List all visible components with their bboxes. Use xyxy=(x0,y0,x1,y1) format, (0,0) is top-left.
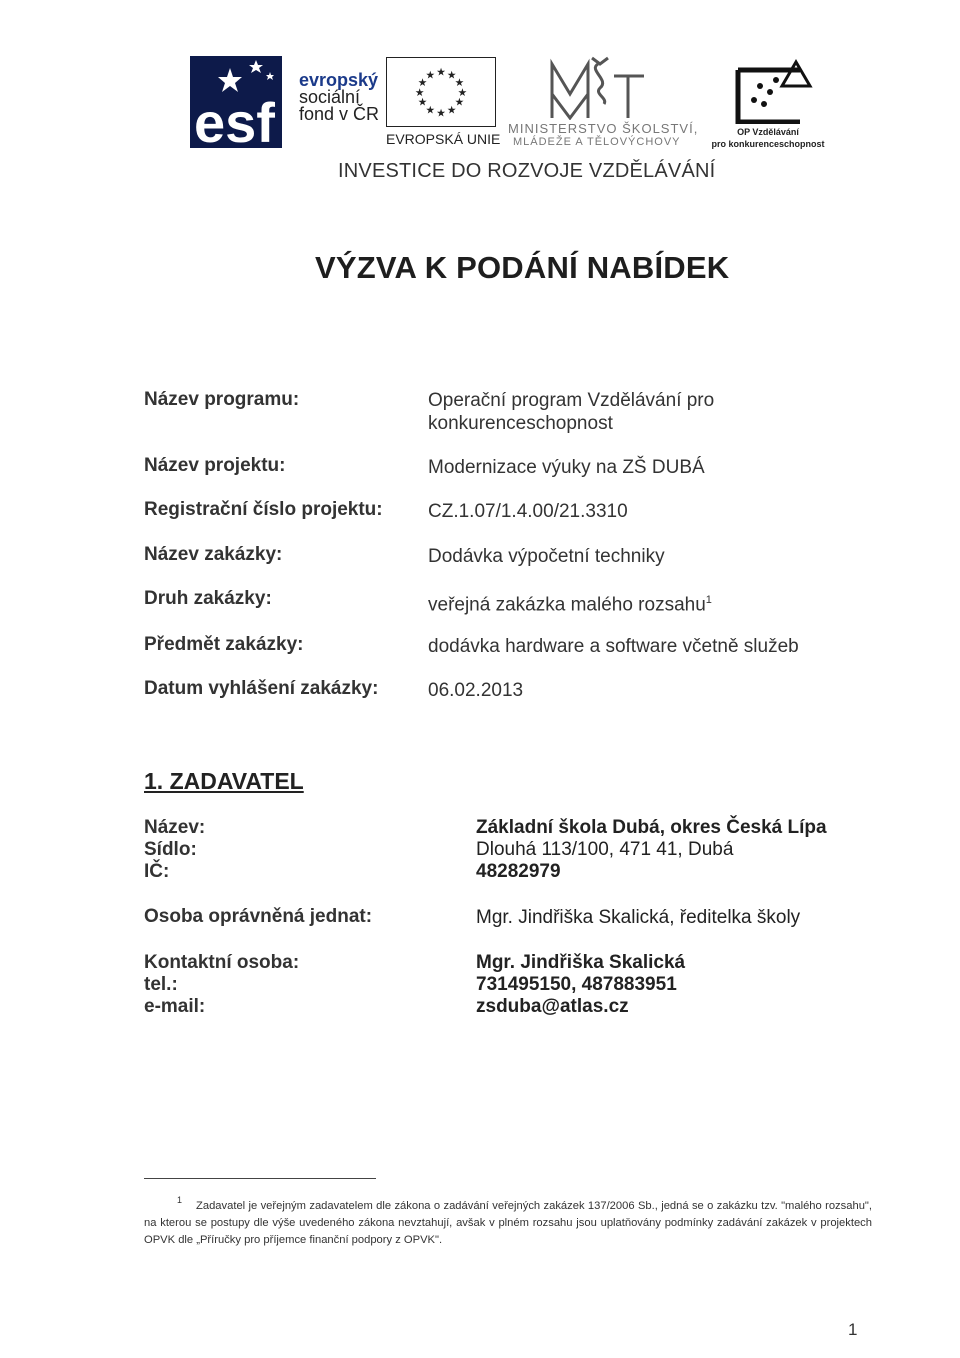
sidlo-value: Dlouhá 113/100, 471 41, Dubá xyxy=(476,839,734,860)
op-label xyxy=(700,126,836,150)
section-heading-zadavatel: 1. ZADAVATEL xyxy=(144,768,304,794)
contract-subject-value: dodávka hardware a software včetně služeb xyxy=(428,636,799,657)
contract-name-value: Dodávka výpočetní techniky xyxy=(428,546,665,567)
op-label-line2: pro konkurenceschopnost xyxy=(711,139,825,149)
msmt-name-line1: MINISTERSTVO ŠKOLSTVÍ, xyxy=(508,121,699,136)
contract-type-value xyxy=(428,589,712,616)
esf-line1: evropský xyxy=(299,70,379,90)
zadavatel-labels-block-1 xyxy=(144,817,205,883)
program-name-label: Název programu: xyxy=(144,389,300,410)
sidlo-label: Sídlo: xyxy=(144,839,197,860)
contract-subject-label: Předmět zakázky: xyxy=(144,634,304,655)
email-value: zsduba@atlas.cz xyxy=(476,996,629,1017)
investice-slogan: INVESTICE DO ROZVOJE VZDĚLÁVÁNÍ xyxy=(338,160,716,182)
svg-text:★: ★ xyxy=(446,68,457,82)
eu-flag-icon xyxy=(386,57,496,127)
footnote-separator xyxy=(144,1178,376,1179)
eu-label: EVROPSKÁ UNIE xyxy=(386,131,501,147)
program-name-value-line1: Operační program Vzdělávání pro xyxy=(428,390,715,411)
project-name-value: Modernizace výuky na ZŠ DUBÁ xyxy=(428,457,705,478)
footnote-reference: 1 xyxy=(705,594,712,606)
svg-text:★: ★ xyxy=(414,85,425,99)
msmt-logo-icon xyxy=(548,54,652,120)
svg-text:★: ★ xyxy=(425,103,436,117)
nazev-label: Název: xyxy=(144,817,206,838)
svg-text:★: ★ xyxy=(446,103,457,117)
program-name-value-line2: konkurenceschopnost xyxy=(428,413,613,434)
registration-number-value: CZ.1.07/1.4.00/21.3310 xyxy=(428,501,628,522)
document-title: VÝZVA K PODÁNÍ NABÍDEK xyxy=(315,250,730,285)
svg-text:★: ★ xyxy=(425,68,436,82)
tel-label: tel.: xyxy=(144,974,178,995)
svg-text:★: ★ xyxy=(454,95,465,109)
svg-text:★: ★ xyxy=(436,106,446,120)
svg-text:★: ★ xyxy=(417,95,428,109)
svg-text:★: ★ xyxy=(436,65,446,79)
nazev-value: Základní škola Dubá, okres Česká Lípa xyxy=(476,817,827,838)
kontaktni-osoba-label: Kontaktní osoba: xyxy=(144,952,300,973)
email-label: e-mail: xyxy=(144,996,206,1017)
contract-name-label: Název zakázky: xyxy=(144,544,283,565)
esf-logo-icon xyxy=(190,56,282,148)
registration-number-label: Registrační číslo projektu: xyxy=(144,499,383,520)
project-name-label: Název projektu: xyxy=(144,455,286,476)
page-number: 1 xyxy=(848,1320,858,1339)
osoba-opravnena-label: Osoba oprávněná jednat: xyxy=(144,906,373,927)
op-label-line1: OP Vzdělávání xyxy=(737,127,799,137)
contract-type-text: veřejná zakázka malého rozsahu xyxy=(428,594,706,616)
ic-label: IČ: xyxy=(144,861,170,882)
tel-value: 731495150, 487883951 xyxy=(476,974,677,995)
footnote-text: Zadavatel je veřejným zadavatelem dle zákona o zadávání veřejných zakázek 137/2006 Sb., jedná se o zakázku tzv. "malého rozsahu", na kterou se postupy dle výše uvedeného zákona nevztahují, avšak v plném rozsahu jsou uplatňovány podmínky zadávání zakázek v projektech OPVK dle „Příručky pro příjemce finanční podpory z OPVK". xyxy=(144,1200,872,1246)
contact-labels-block xyxy=(144,952,299,1018)
announcement-date-label: Datum vyhlášení zakázky: xyxy=(144,678,379,699)
svg-text:★: ★ xyxy=(457,85,468,99)
ic-value: 48282979 xyxy=(476,861,561,882)
program-name-value xyxy=(428,389,714,435)
svg-text:★: ★ xyxy=(454,76,465,90)
svg-text:esf: esf xyxy=(194,91,275,148)
esf-line2: sociální xyxy=(299,87,361,107)
footnote-mark: 1 xyxy=(177,1195,183,1205)
contract-type-label: Druh zakázky: xyxy=(144,588,272,609)
esf-label xyxy=(299,72,379,123)
osoba-opravnena-value: Mgr. Jindřiška Skalická, ředitelka školy xyxy=(476,907,801,928)
zadavatel-values-block-1 xyxy=(476,817,827,883)
contact-values-block xyxy=(476,952,685,1018)
op-logo-icon xyxy=(730,56,814,124)
svg-text:★: ★ xyxy=(417,76,428,90)
footnote xyxy=(144,1192,872,1249)
announcement-date-value: 06.02.2013 xyxy=(428,680,524,701)
kontaktni-osoba-value: Mgr. Jindřiška Skalická xyxy=(476,952,686,973)
esf-line3: fond v ČR xyxy=(299,104,380,124)
msmt-name-line2: MLÁDEŽE A TĚLOVÝCHOVY xyxy=(513,136,681,148)
